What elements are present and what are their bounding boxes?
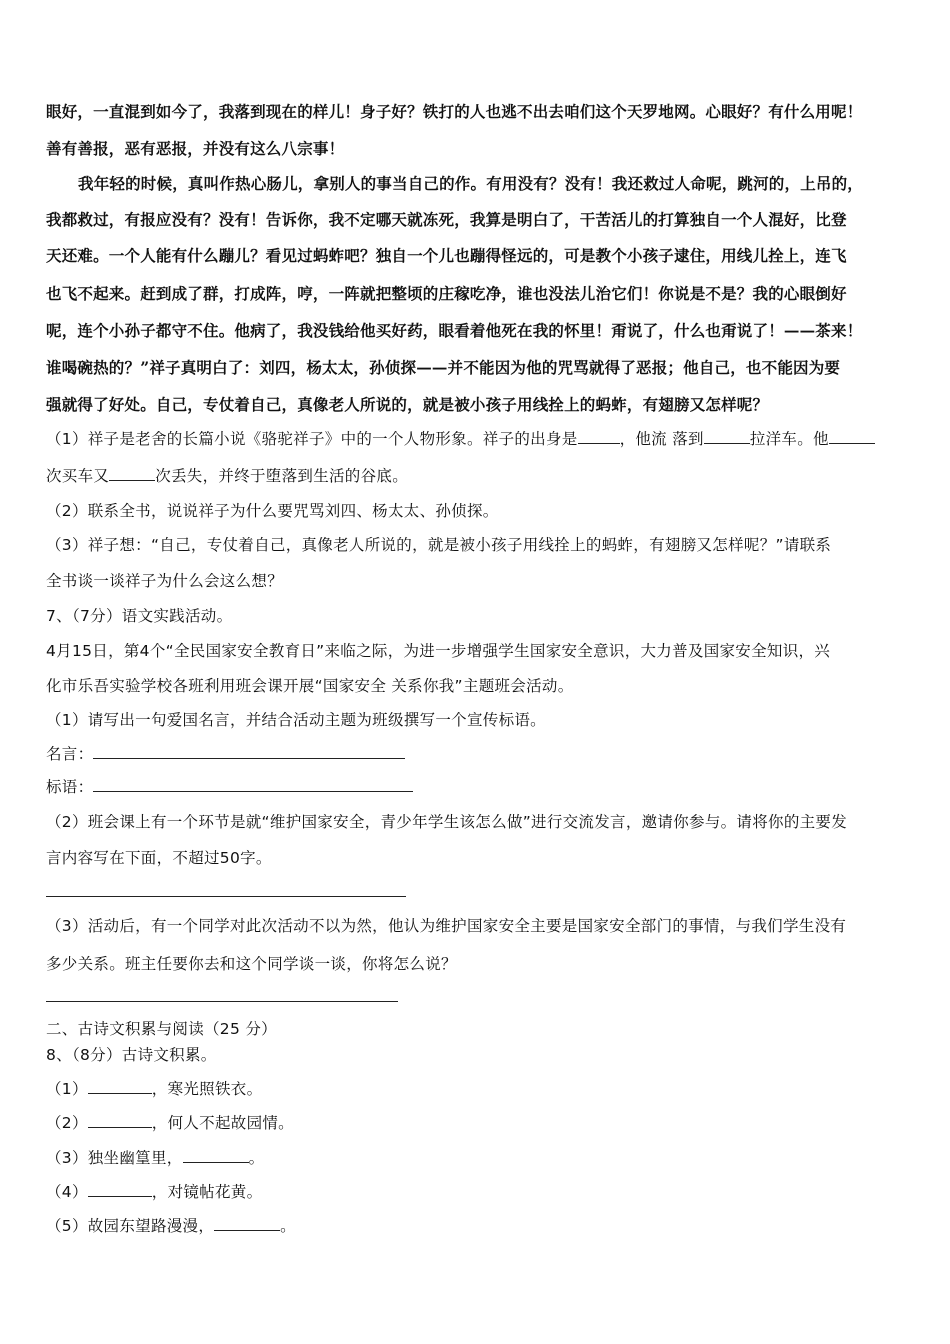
q8-line-3 [46,1147,264,1169]
q8-line-1 [46,1078,262,1100]
passage-line: 善有善报，恶有恶报，并没有这么八宗事！ [46,139,345,158]
q8-line-2 [46,1112,294,1134]
q6-sub1-text-d: 次买车又 [46,467,110,485]
passage-line: 也飞不起来。赶到成了群，打成阵，哼，一阵就把整顷的庄稼吃净，谁也没法儿治它们！你说是不是？我的心眼倒好 [46,284,847,303]
passage-line: 天还难。一个人能有什么蹦儿？看见过蚂蚱吧？独自一个儿也蹦得怪远的，可是教个小孩子逮住，用线儿拴上，连飞 [46,246,847,265]
q7-sub2-cont: 言内容写在下面，不超过50字。 [46,849,272,867]
q6-sub1-text-b: ，他流 落到 [619,430,704,448]
passage-line: 我都救过，有报应没有？没有！告诉你，我不定哪天就冻死，我算是明白了，干苦活儿的打算独自一个人混好，比登 [46,210,847,229]
answer-line[interactable] [46,896,406,897]
answer-line[interactable] [46,1001,398,1002]
q8-line-end: 。 [280,1217,296,1235]
q8-header: 8、（8分）古诗文积累。 [46,1046,217,1064]
q6-sub2: （2）联系全书，说说祥子为什么要咒骂刘四、杨太太、孙侦探。 [46,502,499,520]
q7-header: 7、（7分）语文实践活动。 [46,607,233,625]
q6-sub1-text-e: 次丢失，并终于堕落到生活的谷底。 [155,467,409,485]
slogan-row [46,776,413,798]
q8-line-text: （5）故园东望路漫漫， [46,1217,215,1235]
q8-line-5 [46,1215,296,1237]
q8-line-text: ，何人不起故园情。 [151,1114,294,1132]
q7-intro-cont: 化市乐吾实验学校各班利用班会课开展“国家安全 关系你我”主题班会活动。 [46,677,574,695]
quote-answer-line[interactable] [93,743,405,759]
slogan-label: 标语： [46,778,94,796]
q8-line-4 [46,1181,262,1203]
passage-line: 我年轻的时候，真叫作热心肠儿，拿别人的事当自己的作。有用没有？没有！我还救过人命呢，跳河的，上吊的， [78,174,864,193]
fill-blank[interactable] [88,1112,152,1128]
fill-blank[interactable] [183,1147,249,1163]
passage-line: 眼好，一直混到如今了，我落到现在的样儿！身子好？铁打的人也逃不出去咱们这个天罗地网。心眼好？有什么用呢！ [46,102,863,121]
section-title: 二、古诗文积累与阅读（25 分） [46,1020,277,1038]
q6-sub1-cont [46,465,408,487]
passage-line: 呢，连个小孙子都守不住。他病了，我没钱给他买好药，眼看着他死在我的怀里！甭说了，什么也甭说了！——茶来！ [46,321,863,340]
q6-sub1-text-a: （1）祥子是老舍的长篇小说《骆驼祥子》中的一个人物形象。祥子的出身是 [46,430,578,448]
fill-blank[interactable] [88,1181,152,1197]
q8-line-text: ，对镜帖花黄。 [151,1183,263,1201]
q6-sub3: （3）祥子想：“自己，专仗着自己，真像老人所说的，就是被小孩子用线拴上的蚂蚱，有翅膀又怎样呢？”请联系 [46,536,832,554]
q8-line-end: 。 [248,1149,265,1167]
q6-sub1 [46,428,875,450]
q7-sub3: （3）活动后，有一个同学对此次活动不以为然，他认为维护国家安全主要是国家安全部门的事情，与我们学生没有 [46,917,847,935]
passage-line: 谁喝碗热的？”祥子真明白了：刘四，杨太太，孙侦探——并不能因为他的咒骂就得了恶报；他自己，也不能因为要 [46,358,841,377]
q8-line-num: （2） [46,1114,88,1132]
q8-line-num: （1） [46,1080,88,1098]
quote-label: 名言： [46,745,94,763]
q8-line-text: （3）独坐幽篁里， [46,1149,183,1167]
q8-line-text: ，寒光照铁衣。 [151,1080,263,1098]
q7-sub2: （2）班会课上有一个环节是就“维护国家安全，青少年学生该怎么做”进行交流发言，邀请你参与。请将你的主要发 [46,813,848,831]
q7-sub3-cont: 多少关系。班主任要你去和这个同学谈一谈，你将怎么说？ [46,955,457,973]
q7-sub1: （1）请写出一句爱国名言，并结合活动主题为班级撰写一个宣传标语。 [46,711,546,729]
q8-line-num: （4） [46,1183,88,1201]
slogan-answer-line[interactable] [93,776,413,792]
passage-line: 强就得了好处。自己，专仗着自己，真像老人所说的，就是被小孩子用线拴上的蚂蚱，有翅膀又怎样呢？ [46,395,769,414]
fill-blank[interactable] [214,1215,280,1231]
fill-blank[interactable] [109,465,155,481]
q6-sub1-text-c: 拉洋车。他 [749,430,829,448]
fill-blank[interactable] [88,1078,152,1094]
q7-intro: 4月15日，第4个“全民国家安全教育日”来临之际，为进一步增强学生国家安全意识，大力普及国家安全知识，兴 [46,642,831,660]
q6-sub3-cont: 全书谈一谈祥子为什么会这么想？ [46,572,284,590]
fill-blank[interactable] [704,428,750,444]
fill-blank[interactable] [578,428,620,444]
fill-blank[interactable] [829,428,875,444]
quote-row [46,743,405,765]
